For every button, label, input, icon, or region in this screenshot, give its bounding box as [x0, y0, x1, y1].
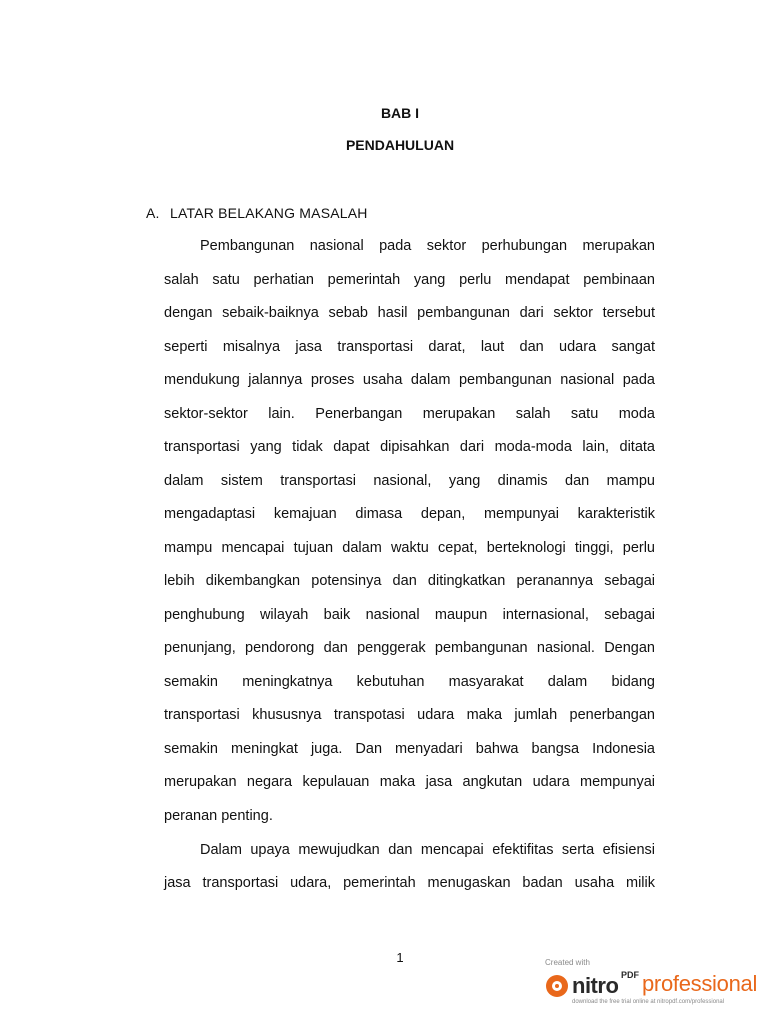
section-title: LATAR BELAKANG MASALAH [170, 205, 368, 221]
paragraph-line: jasa transportasi udara, pemerintah menugaskan badan usaha milik [164, 875, 655, 891]
watermark-brand: nitro [572, 973, 619, 998]
paragraph-line: peranan penting. [164, 808, 273, 824]
watermark-brand-sup: PDF [621, 970, 639, 980]
paragraph-line: seperti misalnya jasa transportasi darat, laut dan udara sangat [164, 339, 655, 355]
paragraph-line: salah satu perhatian pemerintah yang perlu mendapat pembinaan [164, 272, 655, 288]
chapter-title: PENDAHULUAN [345, 137, 455, 153]
paragraph-line: penunjang, pendorong dan penggerak pembangunan nasional. Dengan [164, 640, 655, 656]
paragraph-line: dengan sebaik-baiknya sebab hasil pembangunan dari sektor tersebut [164, 305, 655, 321]
paragraph-line: mampu mencapai tujuan dalam waktu cepat, berteknologi tinggi, perlu [164, 540, 655, 556]
section-letter: A. [146, 205, 160, 221]
paragraph-line: transportasi khususnya transpotasi udara maka jumlah penerbangan [164, 707, 655, 723]
paragraph-line: Dalam upaya mewujudkan dan mencapai efektifitas serta efisiensi [200, 842, 655, 858]
nitro-logo-icon [546, 975, 568, 997]
paragraph-line: Pembangunan nasional pada sektor perhubungan merupakan [200, 238, 655, 254]
watermark-created-with: Created with [545, 958, 590, 967]
paragraph-line: merupakan negara kepulauan maka jasa angkutan udara mempunyai [164, 774, 655, 790]
chapter-label: BAB I [380, 105, 420, 121]
paragraph-line: mengadaptasi kemajuan dimasa depan, mempunyai karakteristik [164, 506, 655, 522]
paragraph-line: mendukung jalannya proses usaha dalam pembangunan nasional pada [164, 372, 655, 388]
paragraph-line: semakin meningkatnya kebutuhan masyarakat dalam bidang [164, 674, 655, 690]
nitro-watermark [545, 958, 765, 1008]
paragraph-line: transportasi yang tidak dapat dipisahkan dari moda-moda lain, ditata [164, 439, 655, 455]
watermark-download-text: download the free trial online at nitropdf.com/professional [572, 999, 725, 1005]
paragraph-line: semakin meningkat juga. Dan menyadari bahwa bangsa Indonesia [164, 741, 655, 757]
paragraph-line: sektor-sektor lain. Penerbangan merupakan salah satu moda [164, 406, 655, 422]
paragraph-line: dalam sistem transportasi nasional, yang dinamis dan mampu [164, 473, 655, 489]
paragraph-line: penghubung wilayah baik nasional maupun internasional, sebagai [164, 607, 655, 623]
watermark-product: professional [642, 971, 758, 996]
page-number: 1 [396, 950, 404, 965]
section-heading [146, 205, 368, 221]
paragraph-line: lebih dikembangkan potensinya dan ditingkatkan peranannya sebagai [164, 573, 655, 589]
